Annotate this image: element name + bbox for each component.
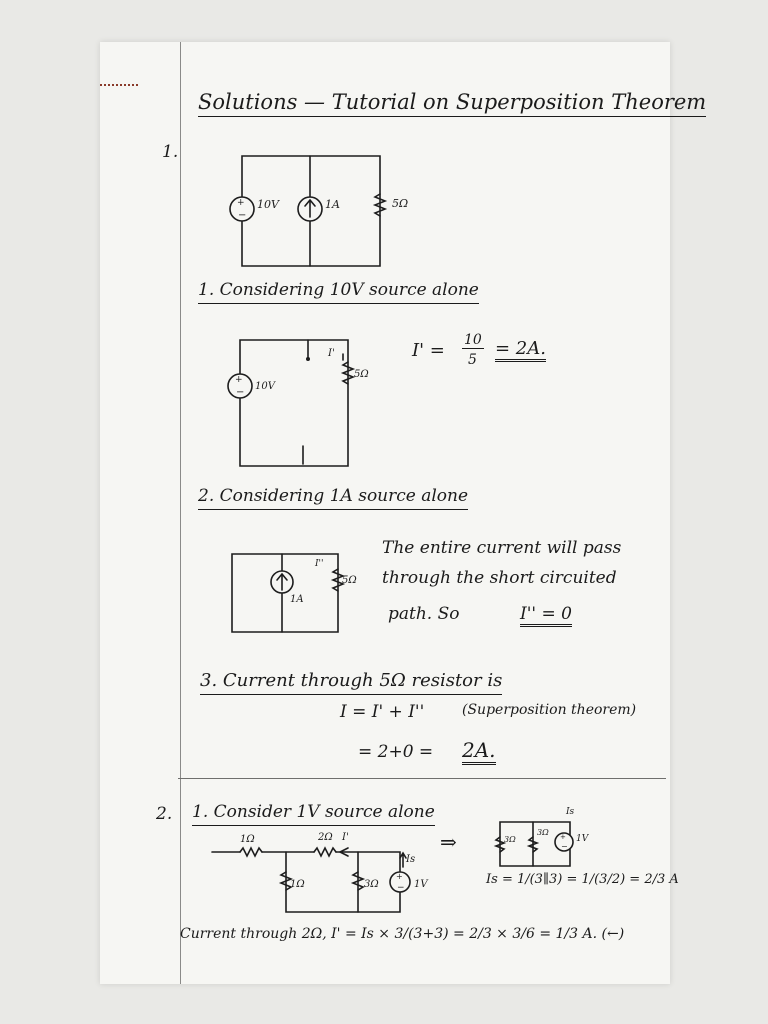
- p2-label-r1: 1Ω: [240, 834, 255, 845]
- reduction-arrow-icon: ⇒: [440, 830, 457, 854]
- p2-label-r3: 1Ω: [290, 879, 305, 890]
- svg-text:−: −: [236, 387, 245, 398]
- p2r-label-is: Is: [566, 807, 575, 817]
- p1s1-label-current: I': [328, 348, 335, 359]
- svg-text:+: +: [396, 872, 403, 881]
- p1s1-label-5ohm: 5Ω: [354, 369, 369, 380]
- problem-2-number: 2.: [156, 804, 173, 824]
- p1-step3-heading: 3. Current through 5Ω resistor is: [200, 670, 502, 695]
- p1s3-eq1-note: (Superposition theorem): [462, 702, 637, 718]
- p1s2-text-line3: path. So: [388, 604, 460, 624]
- p1-label-10v: 10V: [257, 198, 279, 211]
- p1s1-eq-result: = 2A.: [495, 338, 546, 362]
- problem-1-number: 1.: [162, 142, 179, 162]
- p1-step2-heading: 2. Considering 1A source alone: [198, 486, 468, 510]
- p1s2-text-line1: The entire current will pass: [382, 538, 622, 558]
- p2-label-1v: 1V: [414, 879, 428, 890]
- p1s3-eq2-result: 2A.: [462, 738, 496, 765]
- p2-current-line: Current through 2Ω, I' = Is × 3/(3+3) = 2/3 × 3/6 = 1/3 A. (←): [180, 926, 625, 942]
- page-title: Solutions — Tutorial on Superposition Theorem: [198, 90, 706, 117]
- p1s2-text-line2: through the short circuited: [382, 568, 617, 588]
- p1s3-eq1: I = I' + I'': [340, 702, 425, 722]
- p1s2-label-5ohm: 5Ω: [342, 575, 357, 586]
- p2r-label-1v: 1V: [576, 834, 589, 844]
- p1s1-eq-den: 5: [468, 352, 477, 368]
- p1s2-label-current: I'': [315, 559, 324, 569]
- p1s3-eq2: = 2+0 =: [358, 742, 434, 762]
- p2-step1-heading: 1. Consider 1V source alone: [192, 802, 435, 826]
- p1-label-5ohm: 5Ω: [392, 197, 409, 210]
- p2r-label-rb: 3Ω: [537, 828, 549, 837]
- svg-text:+: +: [237, 198, 245, 208]
- p1s1-eq-num: 10: [464, 332, 482, 348]
- p1-step1-heading: 1. Considering 10V source alone: [198, 280, 479, 304]
- svg-text:−: −: [397, 883, 405, 893]
- p2-label-i1: I': [342, 832, 349, 843]
- p1s1-eq-lhs: I' =: [412, 340, 445, 361]
- p2-eq-is: Is = 1/(3∥3) = 1/(3/2) = 2/3 A: [486, 872, 679, 887]
- notebook-page: [100, 42, 707, 984]
- svg-text:−: −: [561, 842, 568, 851]
- p2-label-r2: 2Ω: [318, 832, 333, 843]
- svg-text:−: −: [238, 210, 247, 221]
- svg-text:+: +: [235, 375, 243, 385]
- p1s1-label-10v: 10V: [255, 381, 275, 392]
- svg-text:+: +: [560, 833, 566, 841]
- p1s2-label-1a: 1A: [290, 594, 304, 605]
- p2-label-r4: 3Ω: [364, 879, 379, 890]
- p2r-label-ra: 3Ω: [504, 835, 516, 844]
- p1-label-1a: 1A: [325, 198, 340, 211]
- p2-label-is: Is: [406, 854, 416, 865]
- p2-reduced-circuit: [100, 42, 670, 984]
- p1s2-result: I'' = 0: [520, 604, 572, 627]
